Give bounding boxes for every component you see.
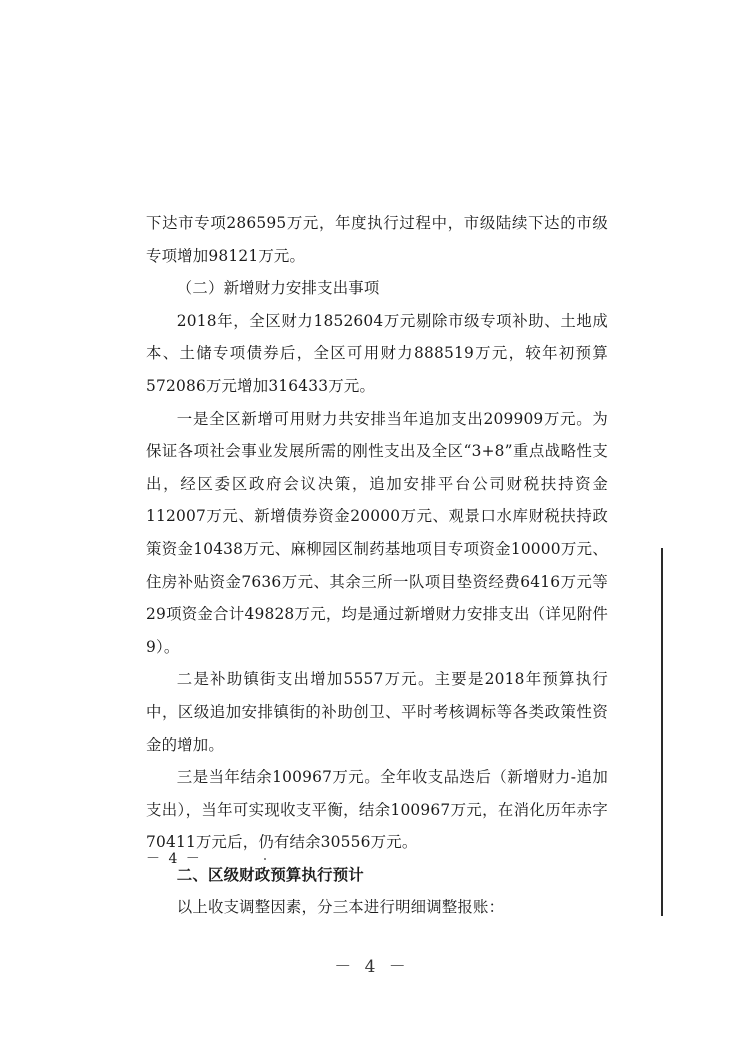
paragraph-annual-surplus: 三是当年结余100967万元。全年收支品迭后（新增财力-追加支出），当年可实现收支平衡，结余100967万元，在消化历年赤字70411万元后，仍有结余30556万元。 bbox=[146, 768, 608, 852]
section-heading-budget-forecast: 二、区级财政预算执行预计 bbox=[176, 865, 364, 884]
scan-speck bbox=[264, 858, 266, 860]
outer-page-number: － 4 － bbox=[334, 957, 410, 977]
paragraph-special-funds: 下达市专项286595万元，年度执行过程中，市级陆续下达的市级专项增加98121万元。 bbox=[146, 214, 608, 265]
scan-edge-line bbox=[661, 548, 663, 916]
paragraph-town-subsidy: 二是补助镇街支出增加5557万元。主要是2018年预算执行中，区级追加安排镇街的补助创卫、平时考核调标等各类政策性资金的增加。 bbox=[146, 670, 608, 754]
paragraph-adjustment-note: 以上收支调整因素，分三本进行明细调整报账： bbox=[176, 898, 505, 917]
paragraph-additional-expenditure: 一是全区新增可用财力共安排当年追加支出209909万元。为保证各项社会事业发展所需的刚性支出及全区“3+8”重点战略性支出，经区委区政府会议决策，追加安排平台公司财税扶持资金112007万元、新增债券资金20000万元、观景口水库财税扶持政策资金10438万元、麻柳园区制药基地项目专项资金10000万元、住房补贴资金7636万元、其余三所一队项目垫资经费6416万元等29项资金合计49828万元，均是通过新增财力安排支出（详见附件9）。 bbox=[146, 409, 608, 656]
section-heading-new-revenue: （二）新增财力安排支出事项 bbox=[176, 279, 380, 298]
inner-page-number: － 4 － bbox=[146, 851, 202, 867]
document-body bbox=[146, 207, 608, 924]
paragraph-available-revenue: 2018年，全区财力1852604万元剔除市级专项补助、土地成本、土储专项债券后，全区可用财力888519万元，较年初预算572086万元增加316433万元。 bbox=[146, 311, 608, 395]
